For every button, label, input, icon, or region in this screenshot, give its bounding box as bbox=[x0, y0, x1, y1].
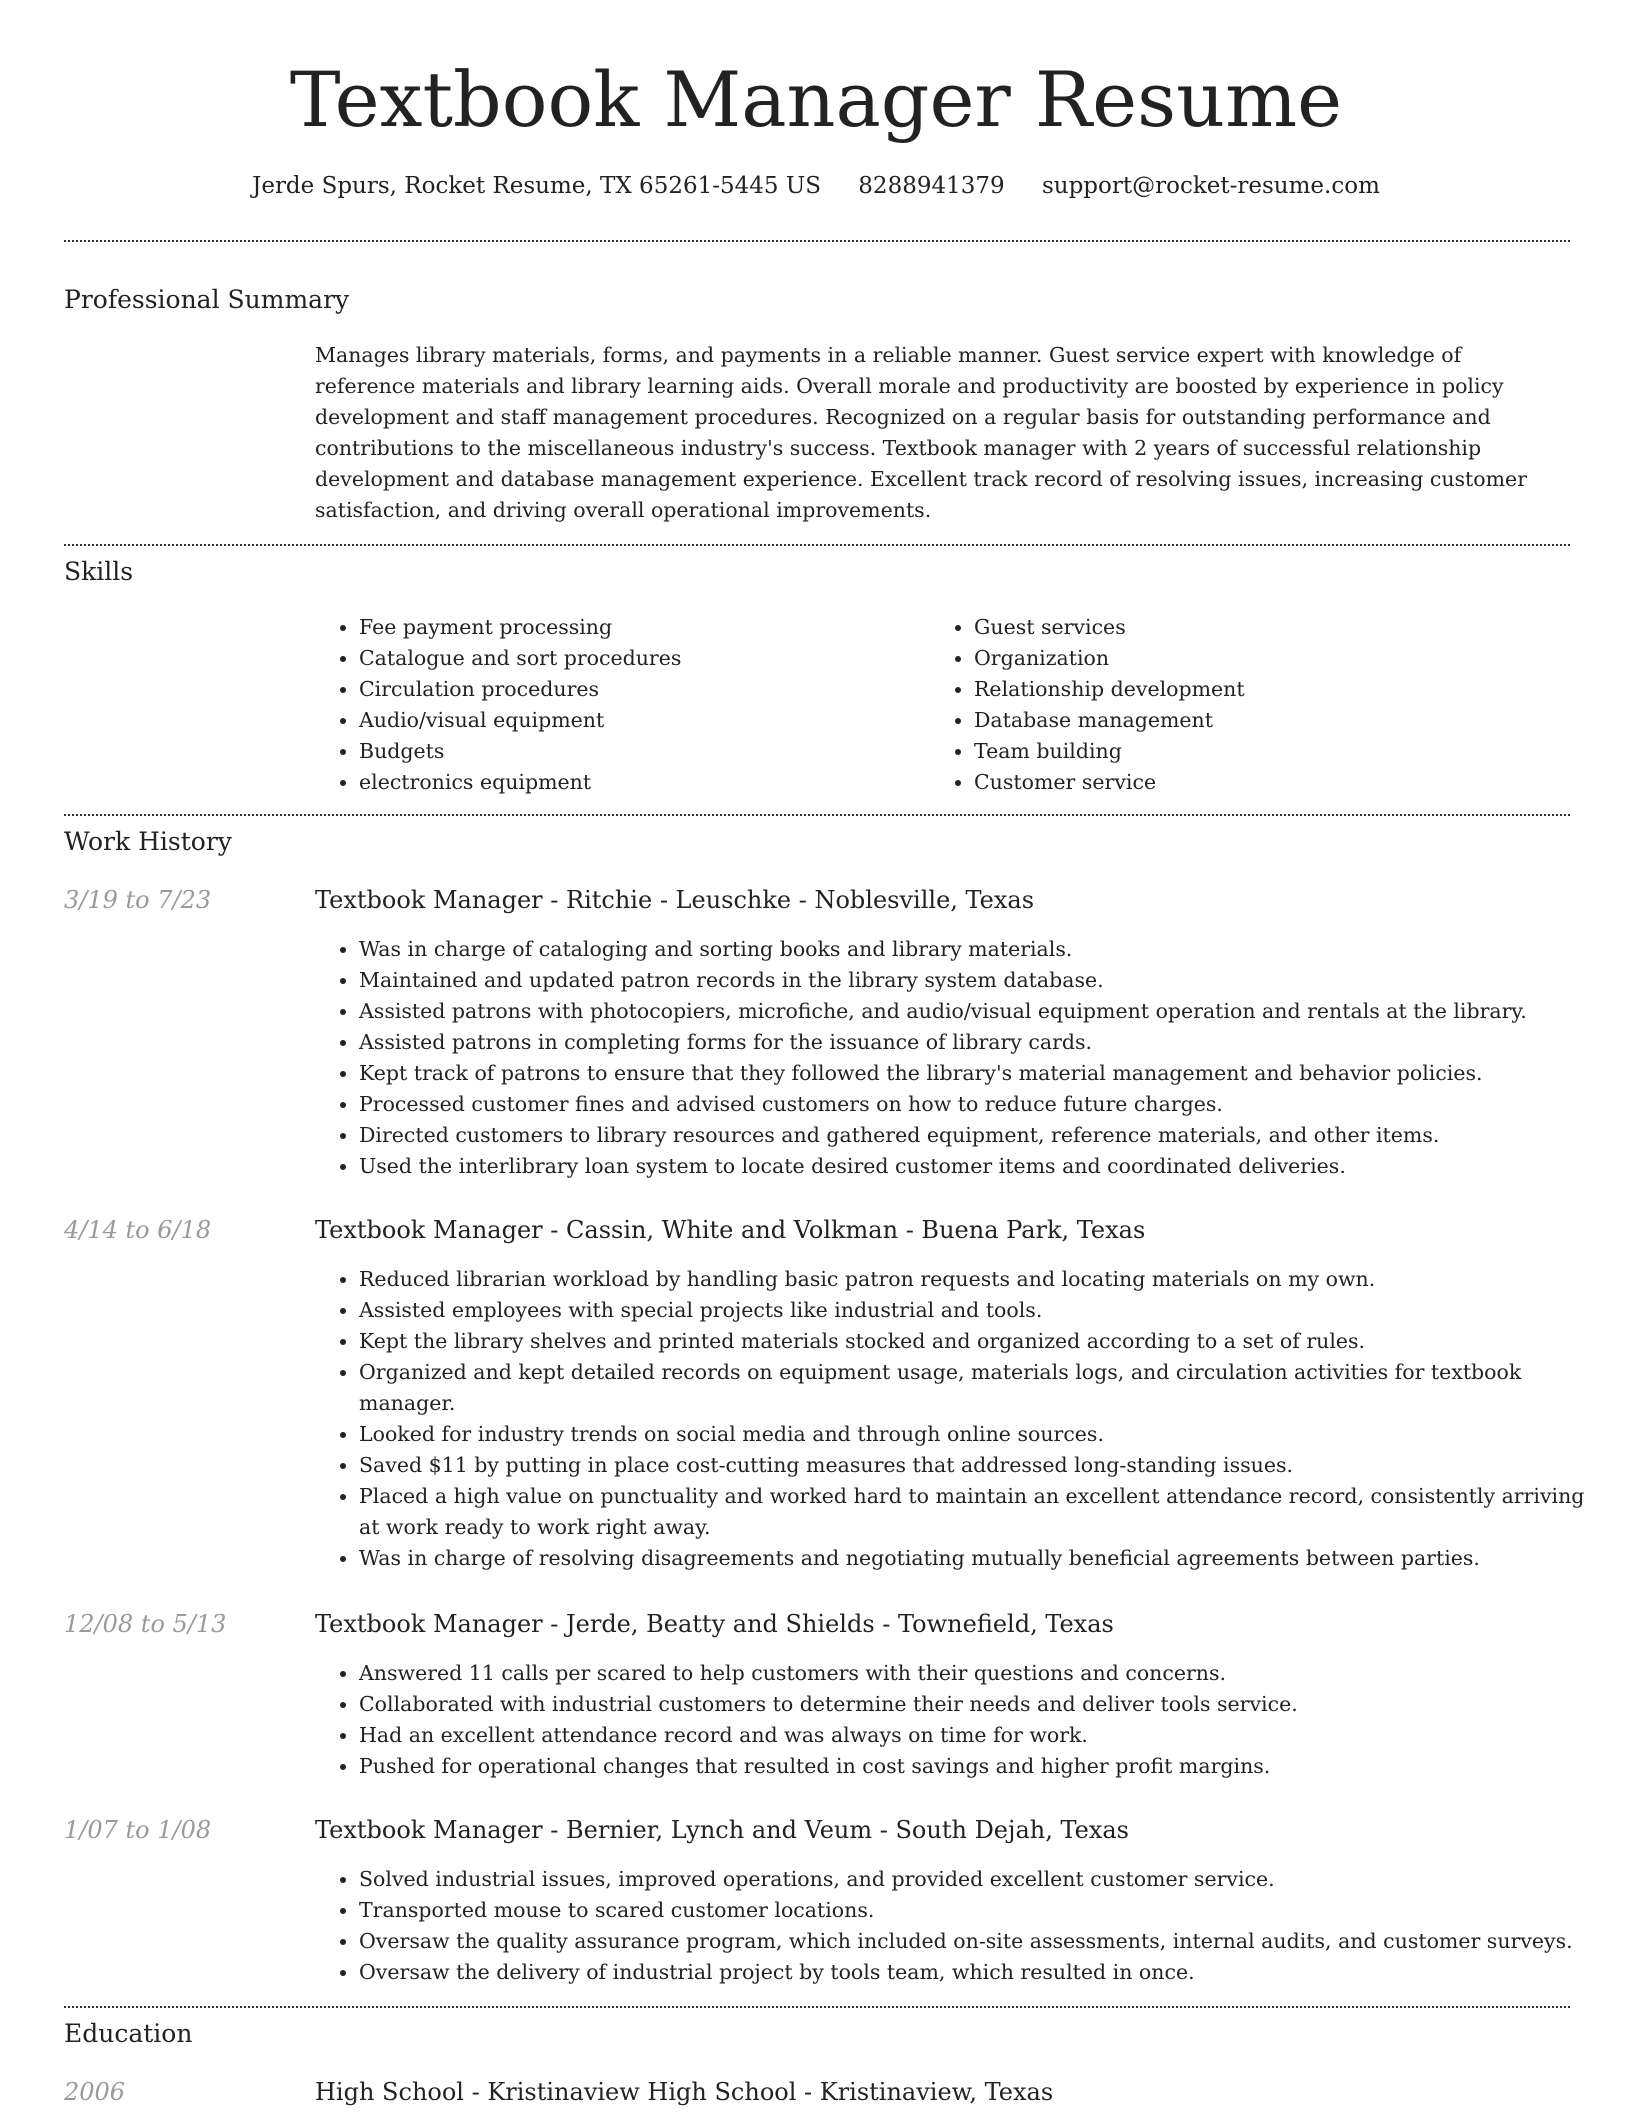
divider bbox=[64, 814, 1570, 816]
list-item: • Had an excellent attendance record and was always on time for work. bbox=[359, 1720, 1609, 1751]
job-title: Textbook Manager - Jerde, Beatty and Shields - Townefield, Texas bbox=[315, 1610, 1114, 1638]
list-item: • Transported mouse to scared customer locations. bbox=[359, 1895, 1609, 1926]
education-title: High School - Kristinaview High School - Kristinaview, Texas bbox=[315, 2078, 1054, 2106]
job-title: Textbook Manager - Ritchie - Leuschke - Noblesville, Texas bbox=[315, 886, 1035, 914]
education-heading: Education bbox=[64, 2019, 193, 2048]
list-item: • Team building bbox=[974, 736, 1574, 767]
list-item: • Organized and kept detailed records on equipment usage, materials logs, and circulation activities for textbook manager. bbox=[359, 1357, 1609, 1419]
skills-list-left bbox=[315, 612, 929, 798]
list-item: • Answered 11 calls per scared to help customers with their questions and concerns. bbox=[359, 1658, 1609, 1689]
summary-text: Manages library materials, forms, and payments in a reliable manner. Guest service expert with knowledge of reference materials and library learning aids. Overall morale and productivity are boosted by experience in policy development and staff management procedures. Recognized on a regular basis for outstanding performance and contributions to the miscellaneous industry's success. Textbook manager with 2 years of successful relationship development and database management experience. Excellent track record of resolving issues, increasing customer satisfaction, and driving overall operational improvements. bbox=[315, 343, 1527, 522]
contact-address: Jerde Spurs, Rocket Resume, TX 65261-5445 US bbox=[252, 173, 821, 199]
list-item: • Directed customers to library resources and gathered equipment, reference materials, and other items. bbox=[359, 1120, 1609, 1151]
list-item: • Kept track of patrons to ensure that they followed the library's material management and behavior policies. bbox=[359, 1058, 1609, 1089]
list-item: • Catalogue and sort procedures bbox=[359, 643, 929, 674]
contact-line bbox=[0, 170, 1632, 202]
list-item: • electronics equipment bbox=[359, 767, 929, 798]
divider bbox=[64, 2006, 1570, 2008]
list-item: • Kept the library shelves and printed materials stocked and organized according to a set of rules. bbox=[359, 1326, 1609, 1357]
list-item: • Pushed for operational changes that resulted in cost savings and higher profit margins. bbox=[359, 1751, 1609, 1782]
resume-title: Textbook Manager Resume bbox=[289, 55, 1343, 144]
list-item: • Assisted employees with special projects like industrial and tools. bbox=[359, 1295, 1609, 1326]
divider bbox=[64, 240, 1570, 242]
list-item: • Guest services bbox=[974, 612, 1574, 643]
job-bullets bbox=[315, 1864, 1609, 1988]
job-title: Textbook Manager - Bernier, Lynch and Veum - South Dejah, Texas bbox=[315, 1816, 1129, 1844]
skills-list-right bbox=[930, 612, 1574, 798]
work-heading: Work History bbox=[64, 827, 232, 856]
job-dates: 12/08 to 5/13 bbox=[64, 1610, 227, 1638]
job-bullets bbox=[315, 1658, 1609, 1782]
job-bullets bbox=[315, 934, 1609, 1182]
skills-heading: Skills bbox=[64, 557, 134, 586]
list-item: • Was in charge of resolving disagreements and negotiating mutually beneficial agreements between parties. bbox=[359, 1543, 1609, 1574]
list-item: • Relationship development bbox=[974, 674, 1574, 705]
list-item: • Processed customer fines and advised customers on how to reduce future charges. bbox=[359, 1089, 1609, 1120]
job-dates: 1/07 to 1/08 bbox=[64, 1816, 212, 1844]
education-date: 2006 bbox=[64, 2078, 126, 2106]
list-item: • Was in charge of cataloging and sorting books and library materials. bbox=[359, 934, 1609, 965]
list-item: • Saved $11 by putting in place cost-cutting measures that addressed long-standing issues. bbox=[359, 1450, 1609, 1481]
contact-phone: 8288941379 bbox=[858, 173, 1005, 199]
list-item: • Used the interlibrary loan system to locate desired customer items and coordinated deliveries. bbox=[359, 1151, 1609, 1182]
list-item: • Collaborated with industrial customers to determine their needs and deliver tools service. bbox=[359, 1689, 1609, 1720]
list-item: • Oversaw the quality assurance program, which included on-site assessments, internal audits, and customer surveys. bbox=[359, 1926, 1609, 1957]
summary-heading: Professional Summary bbox=[64, 285, 350, 314]
list-item: • Assisted patrons with photocopiers, microfiche, and audio/visual equipment operation and rentals at the library. bbox=[359, 996, 1609, 1027]
list-item: • Database management bbox=[974, 705, 1574, 736]
contact-email: support@rocket-resume.com bbox=[1041, 173, 1380, 199]
list-item: • Customer service bbox=[974, 767, 1574, 798]
list-item: • Maintained and updated patron records in the library system database. bbox=[359, 965, 1609, 996]
list-item: • Organization bbox=[974, 643, 1574, 674]
list-item: • Reduced librarian workload by handling basic patron requests and locating materials on my own. bbox=[359, 1264, 1609, 1295]
list-item: • Circulation procedures bbox=[359, 674, 929, 705]
job-bullets bbox=[315, 1264, 1609, 1574]
list-item: • Budgets bbox=[359, 736, 929, 767]
list-item: • Audio/visual equipment bbox=[359, 705, 929, 736]
job-dates: 3/19 to 7/23 bbox=[64, 886, 212, 914]
list-item: • Placed a high value on punctuality and worked hard to maintain an excellent attendance record, consistently arriving at work ready to work right away. bbox=[359, 1481, 1609, 1543]
job-title: Textbook Manager - Cassin, White and Volkman - Buena Park, Texas bbox=[315, 1216, 1146, 1244]
list-item: • Oversaw the delivery of industrial project by tools team, which resulted in once. bbox=[359, 1957, 1609, 1988]
divider bbox=[64, 544, 1570, 546]
job-dates: 4/14 to 6/18 bbox=[64, 1216, 212, 1244]
list-item: • Solved industrial issues, improved operations, and provided excellent customer service. bbox=[359, 1864, 1609, 1895]
list-item: • Fee payment processing bbox=[359, 612, 929, 643]
list-item: • Assisted patrons in completing forms for the issuance of library cards. bbox=[359, 1027, 1609, 1058]
list-item: • Looked for industry trends on social media and through online sources. bbox=[359, 1419, 1609, 1450]
